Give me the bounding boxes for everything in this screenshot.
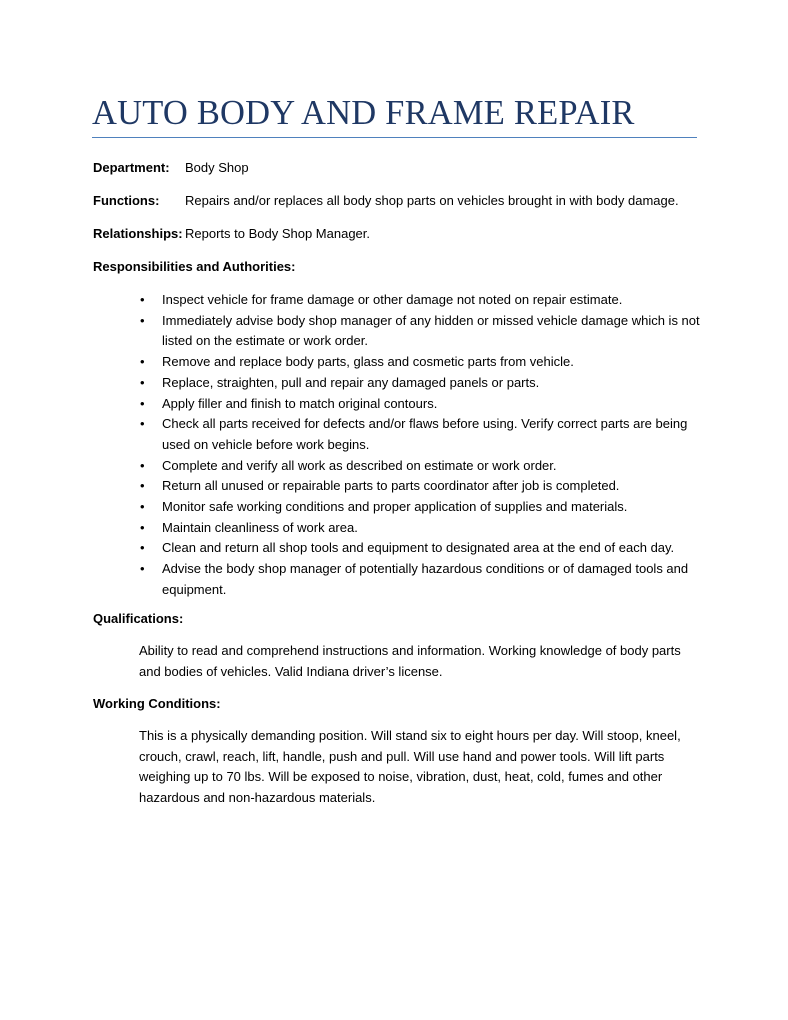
department-value: Body Shop xyxy=(185,160,249,175)
list-item: • Maintain cleanliness of work area. xyxy=(162,518,702,539)
working-conditions-heading: Working Conditions: xyxy=(93,696,221,711)
responsibilities-heading: Responsibilities and Authorities: xyxy=(93,259,296,274)
functions-label: Functions: xyxy=(93,193,160,208)
list-item: • Apply filler and finish to match original contours. xyxy=(162,394,702,415)
list-item: • Immediately advise body shop manager of any hidden or missed vehicle damage which is not listed on the estimate or work order. xyxy=(162,311,702,352)
list-item: • Return all unused or repairable parts to parts coordinator after job is completed. xyxy=(162,476,702,497)
list-item: • Complete and verify all work as described on estimate or work order. xyxy=(162,456,702,477)
qualifications-text: Ability to read and comprehend instructions and information. Working knowledge of body parts and bodies of vehicles. Valid Indiana driver’s license. xyxy=(139,643,681,679)
responsibilities-list xyxy=(162,290,702,601)
list-item: • Advise the body shop manager of potentially hazardous conditions or of damaged tools and equipment. xyxy=(162,559,702,600)
list-item: • Inspect vehicle for frame damage or other damage not noted on repair estimate. xyxy=(162,290,702,311)
relationships-label: Relationships: xyxy=(93,226,183,241)
list-item: • Replace, straighten, pull and repair any damaged panels or parts. xyxy=(162,373,702,394)
list-item: • Monitor safe working conditions and proper application of supplies and materials. xyxy=(162,497,702,518)
functions-value: Repairs and/or replaces all body shop parts on vehicles brought in with body damage. xyxy=(185,193,679,208)
department-label: Department: xyxy=(93,160,170,175)
qualifications-heading: Qualifications: xyxy=(93,611,184,626)
list-item: • Remove and replace body parts, glass and cosmetic parts from vehicle. xyxy=(162,352,702,373)
relationships-value: Reports to Body Shop Manager. xyxy=(185,226,371,241)
list-item: • Check all parts received for defects and/or flaws before using. Verify correct parts are being used on vehicle before work begins. xyxy=(162,414,702,455)
title-underline xyxy=(92,137,697,138)
working-conditions-text: This is a physically demanding position. Will stand six to eight hours per day. Will stoop, kneel, crouch, crawl, reach, lift, handle, push and pull. Will use hand and power tools. Will lift parts weighing up to 70 lbs. Will be exposed to noise, vibration, dust, heat, cold, fumes and other hazardous and non-hazardous materials. xyxy=(139,728,681,805)
list-item: • Clean and return all shop tools and equipment to designated area at the end of each day. xyxy=(162,538,702,559)
document-title: AUTO BODY AND FRAME REPAIR xyxy=(92,94,635,132)
